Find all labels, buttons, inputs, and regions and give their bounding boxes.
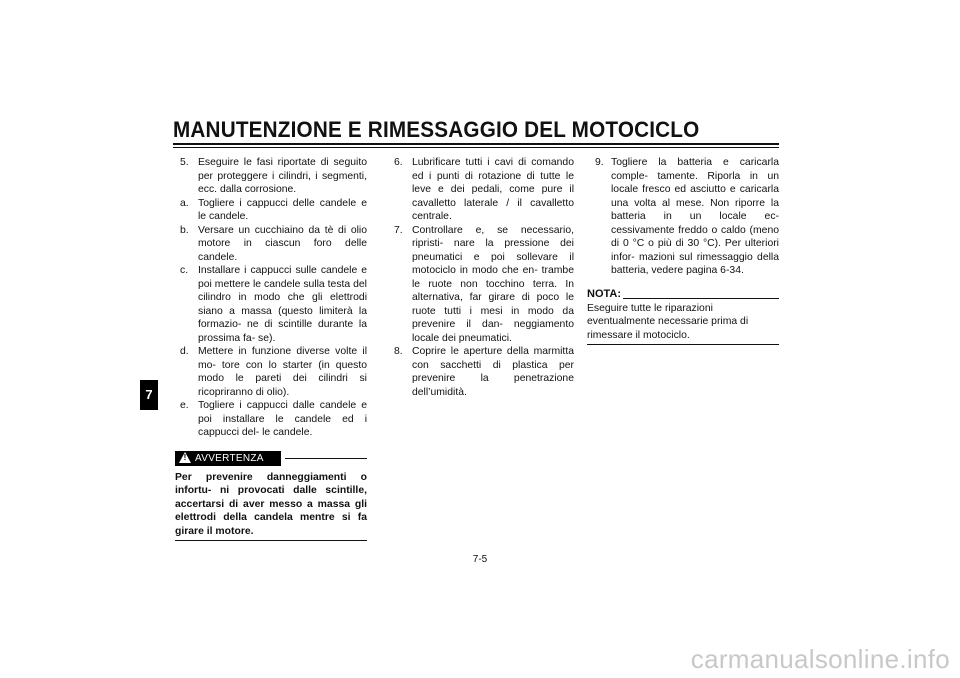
item-text: Coprire le aperture della marmitta con sacchetti di plastica per prevenire la penetrazione dell’umidità. <box>412 346 574 398</box>
list-item <box>587 156 779 278</box>
warning-label: AVVERTENZA <box>195 452 264 464</box>
item-text: Versare un cucchiaino da tè di olio motore in ciascun foro delle candele. <box>198 224 367 263</box>
warning-header <box>175 451 367 467</box>
title-rule-thin <box>173 147 779 148</box>
item-text: Togliere i cappucci dalle candele e poi installare le candele ed i cappucci del- le candele. <box>198 400 367 438</box>
item-marker: 8. <box>394 346 403 357</box>
item-text: Lubrificare tutti i cavi di comando ed i punti di rotazione di tutte le leve e dei pedali, come pure il cavalletto laterale / il cavalletto centrale. <box>412 157 574 222</box>
warning-badge: ! AVVERTENZA <box>175 451 281 466</box>
column-3 <box>587 156 779 345</box>
list-item <box>175 345 367 399</box>
item-text: Togliere i cappucci delle candele e le candele. <box>198 197 367 222</box>
item-marker: a. <box>180 197 189 209</box>
item-marker: 7. <box>394 224 403 236</box>
warning-rule <box>285 458 367 459</box>
item-text: Mettere in funzione diverse volte il mo- tore con lo starter (in questo modo le pareti dei cilindri si ricopriranno di olio). <box>198 346 367 398</box>
item-marker: b. <box>180 224 189 236</box>
chapter-tab: 7 <box>140 380 158 410</box>
page-number: 7-5 <box>472 554 488 565</box>
item-text: Togliere la batteria e caricarla comple- tamente. Riporla in un locale fresco ed asciutto e caricarla una volta al mese. Non riporre la batteria in un locale ec- cessivamente freddo o caldo (meno di 0 °C o più di 30 °C). Per ulteriori infor- mazioni sul rimessaggio della batteria, vedere pagina 6-34. <box>611 157 779 276</box>
note-label: NOTA: <box>587 287 622 300</box>
title-rule <box>173 143 779 145</box>
list-item <box>175 156 367 197</box>
item-marker: c. <box>180 265 189 276</box>
item-text: Installare i cappucci sulle candele e poi mettere le candele sulla testa del cilindro in modo che gli elettrodi siano a massa (questo limiterà la formazio- ne di scintille durante la prossima fa- se). <box>198 265 367 344</box>
item-marker: e. <box>180 400 189 411</box>
list-item <box>175 264 367 345</box>
item-marker: 6. <box>394 157 403 168</box>
warning-text: Per prevenire danneggiamenti o infortu- ni provocati dalle scintille, accertarsi di aver messo a massa gli elettrodi della candela mentre si fa girare il motore. <box>175 471 367 542</box>
list-item <box>175 224 367 265</box>
item-text: Controllare e, se necessario, ripristi- nare la pressione dei pneumatici e poi sollevare il motociclo in modo che en- trambe le ruote non tocchino terra. In alternativa, far girare di poco le ruote tutti i mesi in modo da prevenire il dan- neggiamento locale dei pneumatici. <box>412 224 574 344</box>
note-text: Eseguire tutte le riparazioni eventualmente necessarie prima di rimessare il motociclo. <box>587 302 779 346</box>
note-header <box>587 288 779 302</box>
list-item <box>389 224 574 346</box>
note-rule <box>623 298 779 299</box>
list-item <box>175 197 367 224</box>
page-title: MANUTENZIONE E RIMESSAGGIO DEL MOTOCICLO <box>173 117 700 142</box>
column-2 <box>389 156 574 399</box>
item-text: Eseguire le fasi riportate di seguito per proteggere i cilindri, i segmenti, ecc. dalla corrosione. <box>198 157 367 195</box>
item-marker: d. <box>180 346 189 357</box>
column-1 <box>175 156 367 541</box>
watermark: carmanualsonline.info <box>690 644 950 674</box>
list-item <box>389 156 574 224</box>
list-item <box>389 345 574 399</box>
item-marker: 5. <box>180 157 189 168</box>
list-item <box>175 399 367 440</box>
item-marker: 9. <box>595 157 604 168</box>
